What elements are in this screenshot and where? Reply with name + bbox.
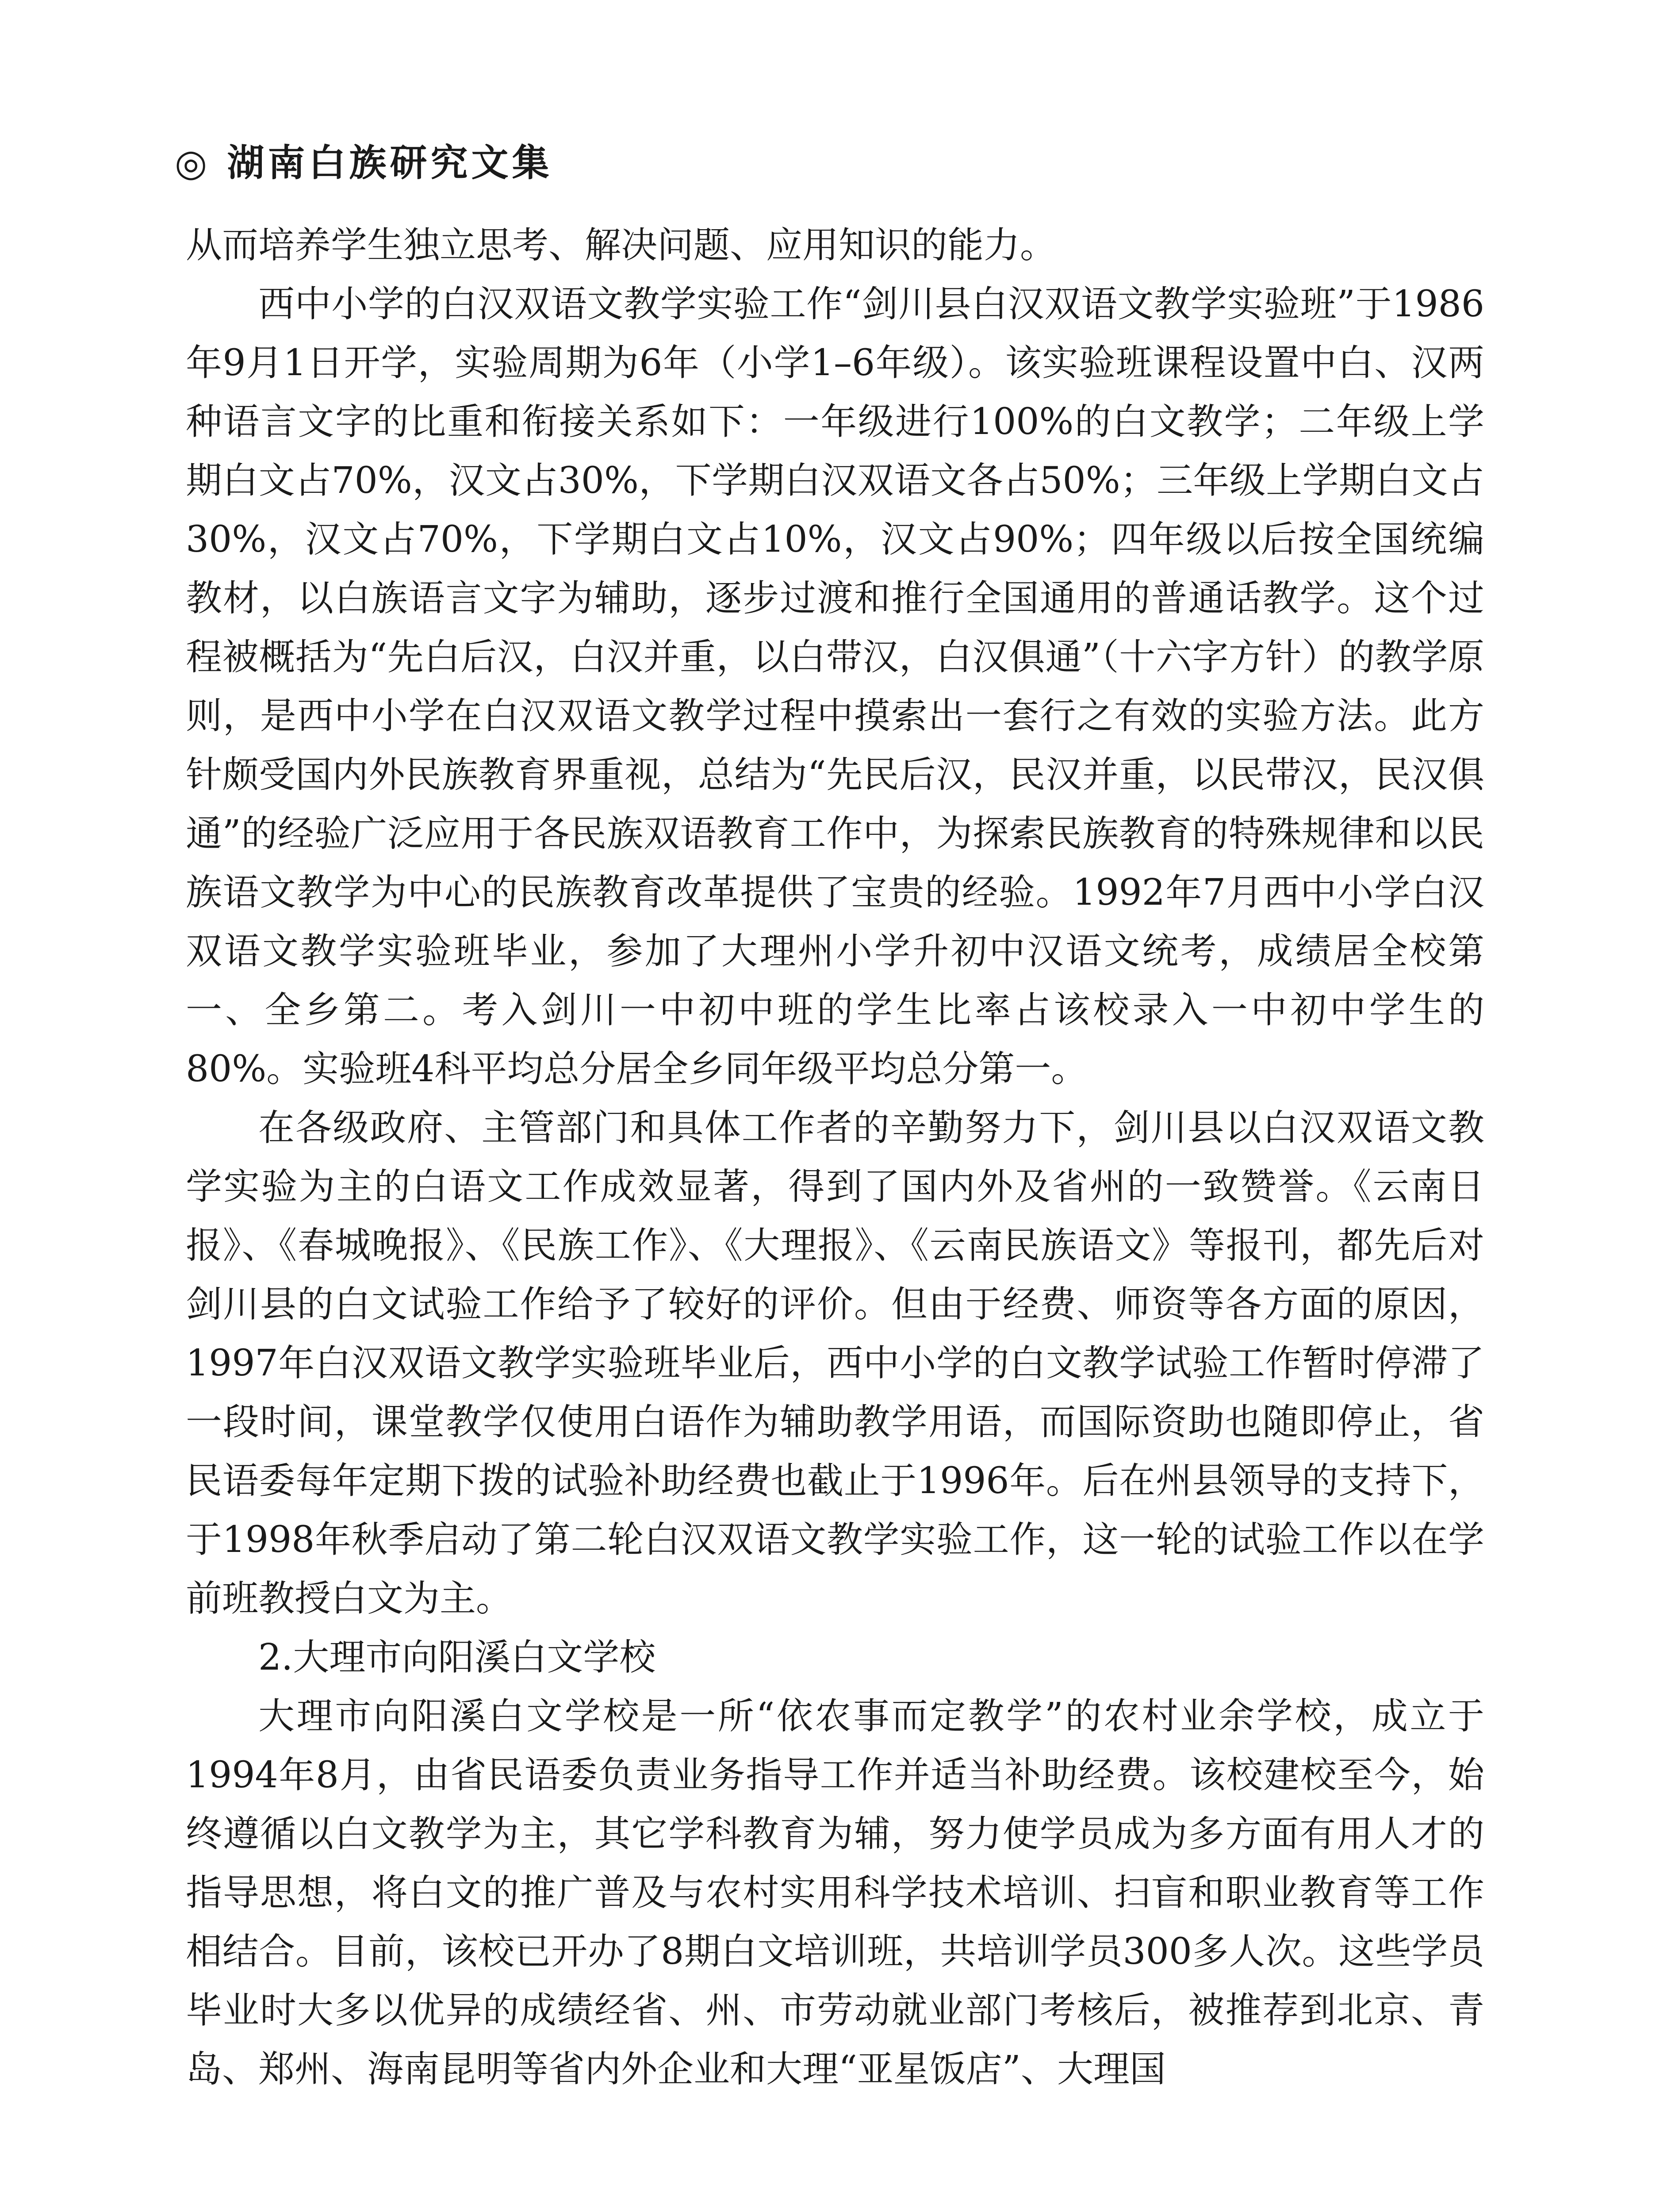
paragraph-xiangyangxi-school: 大理市向阳溪白文学校是一所“依农事而定教学”的农村业余学校，成立于1994年8月，由省民语委负责业务指导工作并适当补助经费。该校建校至今，始终遵循以白文教学为主，其它学科教育为辅，努力使学员成为多方面有用人才的指导思想，将白文的推广普及与农村实用科学技术培训、扫盲和职业教育等工作相结合。目前，该校已开办了8期白文培训班，共培训学员300多人次。这些学员毕业时大多以优异的成绩经省、州、市劳动就业部门考核后，被推荐到北京、青岛、郑州、海南昆明等省内外企业和大理“亚星饭店”、大理国: [186, 1695, 1484, 2090]
running-header: ◎ 湖南白族研究文集: [175, 141, 553, 184]
body-text: [186, 216, 1484, 2099]
paragraph-xizhong-experiment: 西中小学的白汉双语文教学实验工作“剑川县白汉双语文教学实验班”于1986年9月1日开学，实验周期为6年（小学1–6年级）。该实验班课程设置中白、汉两种语言文字的比重和衔接关系如下：一年级进行100%的白文教学；二年级上学期白文占70%，汉文占30%，下学期白汉双语文各占50%；三年级上学期白文占30%，汉文占70%，下学期白文占10%，汉文占90%；四年级以后按全国统编教材，以白族语言文字为辅助，逐步过渡和推行全国通用的普通话教学。这个过程被概括为“先白后汉，白汉并重，以白带汉，白汉俱通”（十六字方针）的教学原则，是西中小学在白汉双语文教学过程中摸索出一套行之有效的实验方法。此方针颇受国内外民族教育界重视，总结为“先民后汉，民汉并重，以民带汉，民汉俱通”的经验广泛应用于各民族双语教育工作中，为探索民族教育的特殊规律和以民族语文教学为中心的民族教育改革提供了宝贵的经验。1992年7月西中小学白汉双语文教学实验班毕业，参加了大理州小学升初中汉语文统考，成绩居全校第一、全乡第二。考入剑川一中初中班的学生比率占该校录入一中初中学生的80%。实验班4科平均总分居全乡同年级平均总分第一。: [186, 283, 1484, 1090]
paragraph-continuation: 从而培养学生独立思考、解决问题、应用知识的能力。: [186, 224, 1057, 266]
paragraph-achievements: 在各级政府、主管部门和具体工作者的辛勤努力下，剑川县以白汉双语文教学实验为主的白语文工作成效显著，得到了国内外及省州的一致赞誉。《云南日报》、《春城晚报》、《民族工作》、《大理报》、《云南民族语文》等报刊，都先后对剑川县的白文试验工作给予了较好的评价。但由于经费、师资等各方面的原因，1997年白汉双语文教学实验班毕业后，西中小学的白文教学试验工作暂时停滞了一段时间，课堂教学仅使用白语作为辅助教学用语，而国际资助也随即停止，省民语委每年定期下拨的试验补助经费也截止于1996年。后在州县领导的支持下，于1998年秋季启动了第二轮白汉双语文教学实验工作，这一轮的试验工作以在学前班教授白文为主。: [186, 1107, 1484, 1620]
section-heading: 2.大理市向阳溪白文学校: [258, 1636, 656, 1678]
